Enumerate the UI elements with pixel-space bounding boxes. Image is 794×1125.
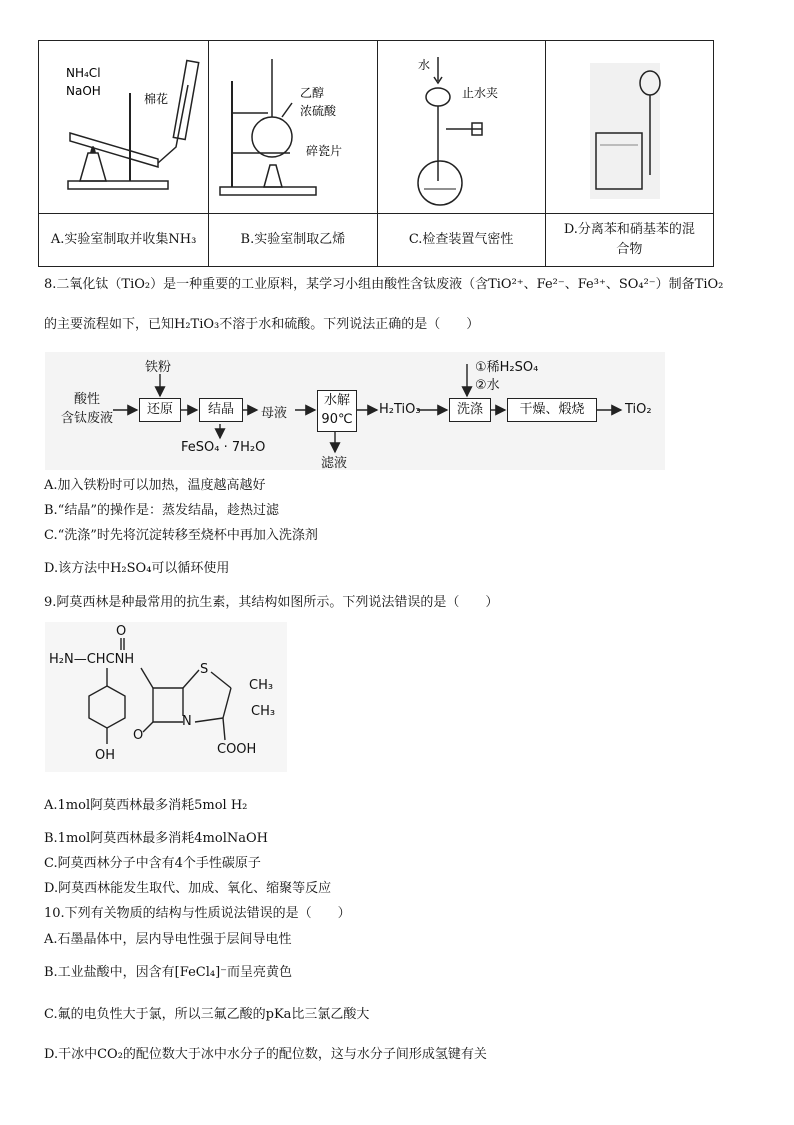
q8-flowchart — [45, 352, 665, 470]
flow-hydro-line2: 90℃ — [321, 412, 353, 427]
q9-option-a: A.1mol阿莫西林最多消耗5mol H₂ — [44, 798, 248, 813]
q10-stem: 10.下列有关物质的结构与性质说法错误的是（ ） — [44, 906, 351, 921]
flow-reduce-box: 还原 — [139, 398, 181, 422]
q10-option-c: C.氟的电负性大于氯，所以三氟乙酸的pKa比三氯乙酸大 — [44, 1007, 370, 1022]
flow-dry-box: 干燥、煅烧 — [507, 398, 597, 422]
flow-hydrolysis-box — [317, 390, 357, 432]
option-b-label: B.实验室制取乙烯 — [240, 232, 346, 247]
q8-option-d: D.该方法中H₂SO₄可以循环使用 — [44, 561, 230, 576]
apparatus-c-cell — [377, 41, 545, 214]
q9-option-d: D.阿莫西林能发生取代、加成、氧化、缩聚等反应 — [44, 881, 332, 896]
struct-o-top: O — [116, 624, 127, 639]
flow-crystal-box: 结晶 — [199, 398, 243, 422]
flow-start — [61, 388, 113, 426]
reagent-naoh: NaOH — [65, 84, 101, 98]
q8-option-a: A.加入铁粉时可以加热，温度越高越好 — [44, 478, 266, 493]
apparatus-b-cell — [209, 41, 377, 214]
amoxicillin-structure — [45, 622, 287, 772]
reagent-sulfuric: 浓硫酸 — [299, 104, 336, 118]
struct-oh: OH — [95, 748, 116, 763]
struct-s: S — [200, 662, 209, 677]
reagent-ethanol: 乙醇 — [299, 86, 324, 100]
clamp-label: 止水夹 — [462, 86, 499, 100]
flow-start-line2: 含钛废液 — [61, 411, 114, 426]
ammonia-setup-drawing — [40, 41, 208, 209]
struct-cooh: COOH — [217, 742, 257, 757]
apparatus-d-cell — [545, 41, 713, 214]
flow-mother-liquor: 母液 — [261, 406, 288, 421]
option-b-caption — [209, 214, 377, 267]
q9-option-c: C.阿莫西林分子中含有4个手性碳原子 — [44, 856, 261, 871]
flow-filtrate: 滤液 — [321, 456, 348, 471]
separation-setup-drawing — [546, 41, 712, 209]
flow-hydro-line1: 水解 — [323, 393, 350, 408]
apparatus-a-cell — [39, 41, 209, 214]
q10-option-a: A.石墨晶体中，层内导电性强于层间导电性 — [44, 932, 292, 947]
flow-iron: 铁粉 — [145, 360, 172, 375]
reagent-porcelain: 碎瓷片 — [305, 144, 342, 158]
flow-wash-box: 洗涤 — [449, 398, 491, 422]
option-c-caption — [377, 214, 545, 267]
struct-o-ring: O — [133, 728, 144, 743]
struct-chain: H₂N—CHCNH — [49, 652, 135, 667]
option-a-caption — [39, 214, 209, 267]
apparatus-table — [38, 40, 714, 267]
option-d-caption — [545, 214, 713, 267]
flow-feso4: FeSO₄ · 7H₂O — [181, 440, 266, 455]
flow-product: TiO₂ — [625, 402, 652, 417]
struct-ch3-b: CH₃ — [251, 704, 276, 719]
flow-reagent1: ①稀H₂SO₄ — [475, 360, 539, 375]
q8-option-b: B.“结晶”的操作是：蒸发结晶，趁热过滤 — [44, 503, 279, 518]
cotton-label: 棉花 — [143, 92, 168, 106]
ethylene-setup-drawing — [210, 41, 376, 209]
option-d-label-line1: D.分离苯和硝基苯的混 — [563, 222, 695, 237]
option-a-label: A.实验室制取并收集NH₃ — [50, 232, 197, 247]
struct-n: N — [182, 714, 192, 729]
option-c-label: C.检查装置气密性 — [408, 232, 514, 247]
q8-option-c: C.“洗涤”时先将沉淀转移至烧杯中再加入洗涤剂 — [44, 528, 318, 543]
flow-h2tio3: H₂TiO₃ — [379, 402, 421, 417]
flow-reagent2: ②水 — [475, 378, 500, 393]
q10-option-b: B.工业盐酸中，因含有[FeCl₄]⁻而呈亮黄色 — [44, 965, 293, 980]
q8-stem-line2: 的主要流程如下，已知H₂TiO₃不溶于水和硫酸。下列说法正确的是（ ） — [44, 317, 480, 332]
airtightness-setup-drawing — [378, 41, 544, 209]
q9-option-b: B.1mol阿莫西林最多消耗4molNaOH — [44, 831, 268, 846]
q10-option-d: D.干冰中CO₂的配位数大于冰中水分子的配位数，这与水分子间形成氢键有关 — [44, 1047, 487, 1062]
struct-ch3-a: CH₃ — [249, 678, 274, 693]
reagent-nh4cl: NH₄Cl — [65, 66, 101, 80]
water-label: 水 — [418, 58, 431, 72]
q8-stem-line1: 8.二氧化钛（TiO₂）是一种重要的工业原料，某学习小组由酸性含钛废液（含TiO²⁺、Fe²⁻、Fe³⁺、SO₄²⁻）制备TiO₂ — [44, 277, 724, 292]
q9-stem: 9.阿莫西林是种最常用的抗生素，其结构如图所示。下列说法错误的是（ ） — [44, 595, 499, 610]
option-d-label-line2: 合物 — [616, 242, 643, 257]
flow-start-line1: 酸性 — [74, 392, 101, 407]
